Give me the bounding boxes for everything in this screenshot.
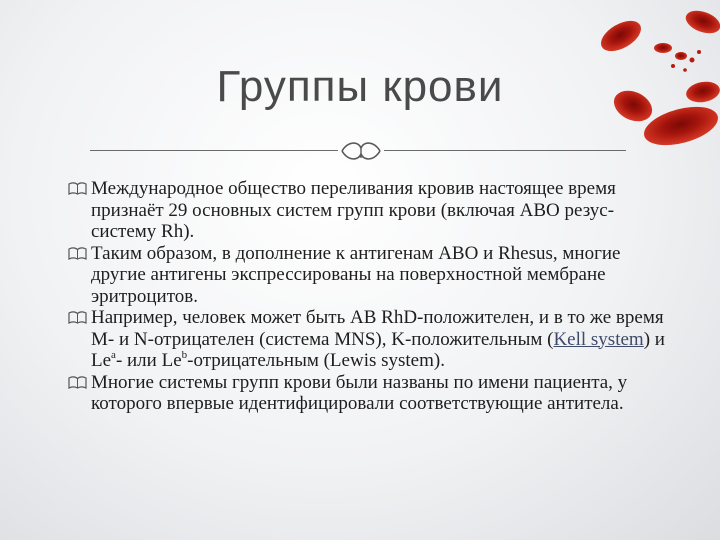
bullet-item (68, 243, 668, 308)
superscript-b: b (181, 349, 188, 361)
bullet-text-part: ) и Le (91, 328, 665, 371)
book-bullet-icon (68, 182, 87, 195)
book-bullet-icon (68, 247, 87, 260)
bullet-text-part: Например, человек может быть AB RhD-положителен, и в то же время M- и N-отрицателен (система MNS), K-положительным ( (91, 307, 664, 350)
red-blood-cells-illustration (585, 0, 720, 150)
kell-system-link[interactable]: Kell system (553, 328, 644, 350)
book-ornament-icon (338, 138, 384, 164)
bullet-item (68, 307, 668, 372)
bullet-text: Многие системы групп крови были названы по имени пациента, у которого впервые идентифицировали соответствующие антитела. (91, 371, 628, 414)
superscript-a: a (111, 349, 116, 361)
slide-title: Группы крови (216, 62, 504, 111)
bullet-item (68, 372, 668, 415)
book-bullet-icon (68, 376, 87, 389)
bullet-text-part: - или Le (115, 350, 182, 371)
title-divider-right (384, 150, 626, 151)
title-divider-left (90, 150, 338, 151)
book-bullet-icon (68, 311, 87, 324)
bullet-text: Таким образом, в дополнение к антигенам ABO и Rhesus, многие другие антигены экспрессированы на поверхностной мембране эритроцитов. (91, 242, 621, 307)
bullet-text-part: -отрицательным (Lewis system). (187, 350, 445, 371)
bullet-text: Международное общество переливания кровив настоящее время признаёт 29 основных систем групп крови (включая АВО резус-систему Rh). (91, 178, 616, 242)
bullet-item (68, 178, 668, 243)
bullet-list (68, 178, 668, 415)
